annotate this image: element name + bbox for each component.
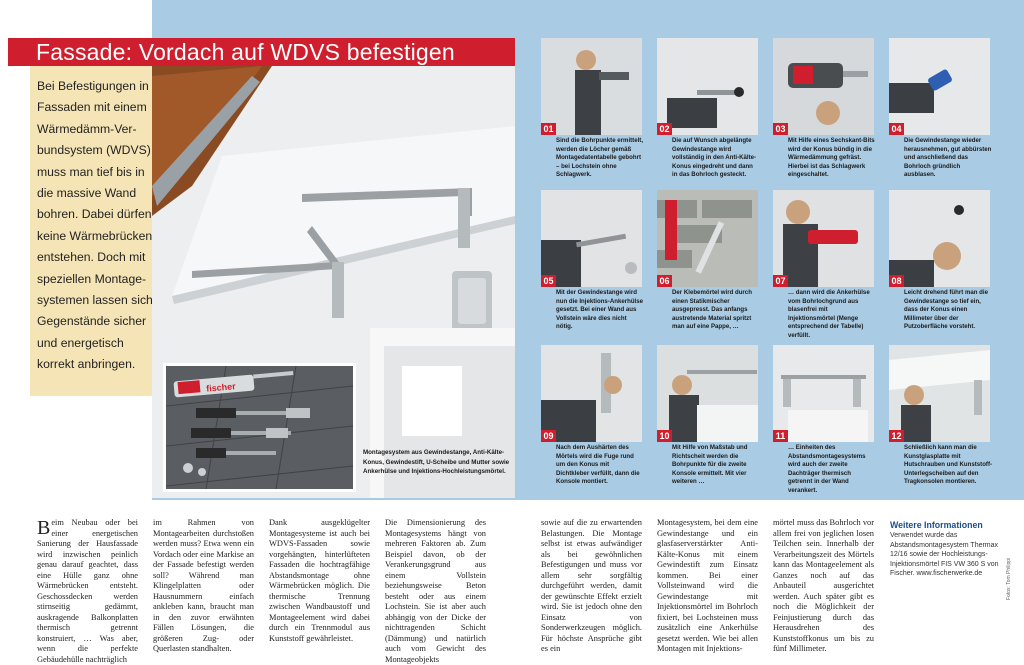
step-photo-02 — [657, 38, 758, 135]
step-number: 01 — [541, 123, 556, 135]
body-column-6: Montagesystem, bei dem eine Gewindestange und ein glasfaserverstärkter Anti-Kälte-Konus mit einem Gewindestift zum Einsatz kommen. Bei einer Vollsteinwand wird die Gewindestange mit Injektionsmörtel im Bohrloch fixiert, bei Lochsteinen muss zusätzlich eine Ankerhülse gesetzt werden. Wie bei allen Montagen mit Injektions- — [657, 518, 758, 653]
body-column-1 — [37, 518, 138, 665]
body-column-3: Dank ausgeklügelter Montagesysteme ist auch bei WDVS-Fassaden sowie vorgehängten, hinterlüfteten Fassaden die hochtragfähige Abstandsmontage ohne Wärmebrücken möglich. Die thermische Trennung zwischen Wandbaustoff und Montageelement wird dabei durch ein Trennmodul aus Kunststoff gewährleistet. — [269, 518, 370, 643]
step-caption-03: Mit Hilfe eines Sechskant-Bits wird der Konus bündig in die Wärmedämmung gefräst. Hierbei ist das Schlagwerk eingeschaltet. — [788, 137, 875, 179]
step-caption-05: Mit der Gewindestange wird nun die Injektions-Ankerhülse gesetzt. Bei einer Wand aus Vollstein wäre dies nicht nötig. — [556, 289, 644, 331]
step-caption-04: Die Gewindestange wieder herausnehmen, gut abbürsten und anschließend das Bohrloch gründlich ausblasen. — [904, 137, 992, 179]
info-box-text: Verwendet wurde das Abstandsmontagesystem Thermax 12/16 sowie der Hochleistungs-Injektionsmörtel FIS VW 360 S von Fischer. www.fischerwerke.de — [890, 532, 999, 577]
step-photo-03 — [773, 38, 874, 135]
intro-line: die massive Wand — [37, 186, 137, 201]
intro-line: Bei Befestigungen in — [37, 79, 149, 93]
step-caption-06: Der Klebemörtel wird durch einen Statikmischer ausgepresst. Das anfangs austretende Material spritzt man auf eine Pappe, … — [672, 289, 752, 331]
intro-text — [37, 76, 165, 376]
intro-line: Fassaden mit einem — [37, 100, 147, 115]
step-caption-12: Schließlich kann man die Kunstglasplatte mit Hutschrauben und Kunststoff-Unterlegscheiben auf den Tragkonsolen montieren. — [904, 444, 993, 486]
step-photo-06 — [657, 190, 758, 287]
step-number: 03 — [773, 123, 788, 135]
step-caption-09: Nach dem Aushärten des Mörtels wird die Fuge rund um den Konus mit Dichtkleber verfüllt, dann die Konsole montiert. — [556, 444, 640, 486]
step-number: 11 — [773, 430, 788, 442]
body-column-5: sowie auf die zu erwartenden Belastungen. Die Montage selbst ist etwas aufwändiger als bei gewöhnlichen Befestigungen und muss vor allem sehr sorgfältig durchgeführt werden, damit der gewünschte Effekt erzielt wird. Sie ist jedoch ohne den Einsatz von Sonderwerkzeugen möglich. Für höchste Ansprüche gibt es ein — [541, 518, 642, 653]
step-caption-08: Leicht drehend führt man die Gewindestange so tief ein, dass der Konus einen Millimeter über der Putzoberfläche vorsteht. — [904, 289, 988, 331]
step-photo-12 — [889, 345, 990, 442]
photo-credit: Fotos: Tom Philippi — [1006, 557, 1012, 600]
intro-line: systemen lassen sich — [37, 293, 153, 308]
body-column-7: mörtel muss das Bohrloch vor allem frei von jeglichen losen Teilchen sein. Innerhalb der Verarbeitungszeit des Mörtels kann das Montageelement als Ganzes noch auf das Anbauteil ausgerichtet werden. Auch später gibt es noch die Möglichkeit der Feinjustierung durch das Herausdrehen des Kunststoffkonus um bis zu fünf Millimeter. — [773, 518, 874, 653]
step-photo-05 — [541, 190, 642, 287]
intro-line: korrekt anbringen. — [37, 357, 136, 372]
step-photo-11 — [773, 345, 874, 442]
step-number: 09 — [541, 430, 556, 442]
step-number: 02 — [657, 123, 672, 135]
brand-logo-text: fischer — [205, 381, 237, 394]
step-photo-09 — [541, 345, 642, 442]
intro-line: Gegenstände sicher — [37, 314, 147, 329]
intro-line: und energetisch — [37, 335, 124, 350]
step-photo-10 — [657, 345, 758, 442]
step-caption-11: … Einheiten des Abstandsmontagesystems wird auch der zweite Dachträger thermisch getrennt in der Wand verankert. — [788, 444, 866, 494]
intro-line: bundsystem (WDVS) — [37, 143, 151, 158]
step-photo-08 — [889, 190, 990, 287]
step-caption-10: Mit Hilfe von Maßstab und Richtscheit werden die Bohrpunkte für die zweite Konsole ermittelt. Mit vier weiteren … — [672, 444, 748, 486]
step-number: 05 — [541, 275, 556, 287]
step-number: 08 — [889, 275, 904, 287]
body-text: eim Neubau oder bei einer energetischen Sanierung der Hausfassade wird inzwischen peinlich genau darauf geachtet, dass eine Hülle ganz ohne Wärmebrücken entsteht. Geschossdecken werden stirnseitig gedämmt, auskragende Balkonplatten thermisch getrennt konstruiert, … Was aber, wenn die perfekte Gebäudehülle nachträglich — [37, 518, 138, 664]
body-column-2: im Rahmen von Montagearbeiten durchstoßen werden muss? Etwa wenn ein Vordach oder eine Markise an der Fassade befestigt werden soll? Während man Klingelplatten oder Hausnummern einfach ankleben kann, braucht man in den zuvor erwähnten Fällen Lösungen, die größeren Zug- oder Querlasten standhalten. — [153, 518, 254, 653]
step-number: 06 — [657, 275, 672, 287]
step-number: 07 — [773, 275, 788, 287]
step-photo-04 — [889, 38, 990, 135]
info-box-title: Weitere Informationen — [890, 520, 983, 530]
step-photo-07 — [773, 190, 874, 287]
step-caption-01: Sind die Bohrpunkte ermittelt, werden die Löcher gemäß Montagedatentabelle gebohrt – bei Lochstein ohne Schlagwerk. — [556, 137, 644, 179]
intro-line: muss man tief bis in — [37, 164, 145, 179]
intro-line: keine Wärmebrücken — [37, 228, 153, 243]
body-column-4: Die Dimensionierung des Montagesystems hängt von mehreren Faktoren ab. Zum Beispiel davon, ob der Verankerungsgrund aus einem Vollstein beziehungsweise Beton besteht oder aus einem Lochstein. Sie ist aber auch abhängig von der Dicke der nichttragenden Schicht (Dämmung) und natürlich auch vom Gewicht des Montageobjekts — [385, 518, 486, 664]
intro-line: entstehen. Doch mit — [37, 250, 146, 265]
inset-caption: Montagesystem aus Gewindestange, Anti-Kälte-Konus, Gewindestift, U-Scheibe und Mutter sowie Ankerhülse und Injektions-Hochleistungsmörtel. — [363, 449, 510, 476]
step-caption-02: Die auf Wunsch abgelängte Gewindestange wird vollständig in den Anti-Kälte-Konus eingedreht und dann in das Bohrloch gesteckt. — [672, 137, 757, 179]
drop-cap: B — [37, 517, 51, 539]
step-number: 12 — [889, 430, 904, 442]
step-number: 04 — [889, 123, 904, 135]
intro-line: speziellen Montage- — [37, 271, 147, 286]
step-number: 10 — [657, 430, 672, 442]
product-inset-photo — [163, 363, 356, 492]
step-caption-07: … dann wird die Ankerhülse vom Bohrlochgrund aus blasenfrei mit Injektionsmörtel (Menge entsprechend der Tabelle) verfüllt. — [788, 289, 870, 339]
intro-line: Wärmedämm-Ver- — [37, 121, 137, 136]
intro-line: bohren. Dabei dürfen — [37, 207, 152, 222]
page-title: Fassade: Vordach auf WDVS befestigen — [36, 39, 455, 65]
step-photo-01 — [541, 38, 642, 135]
